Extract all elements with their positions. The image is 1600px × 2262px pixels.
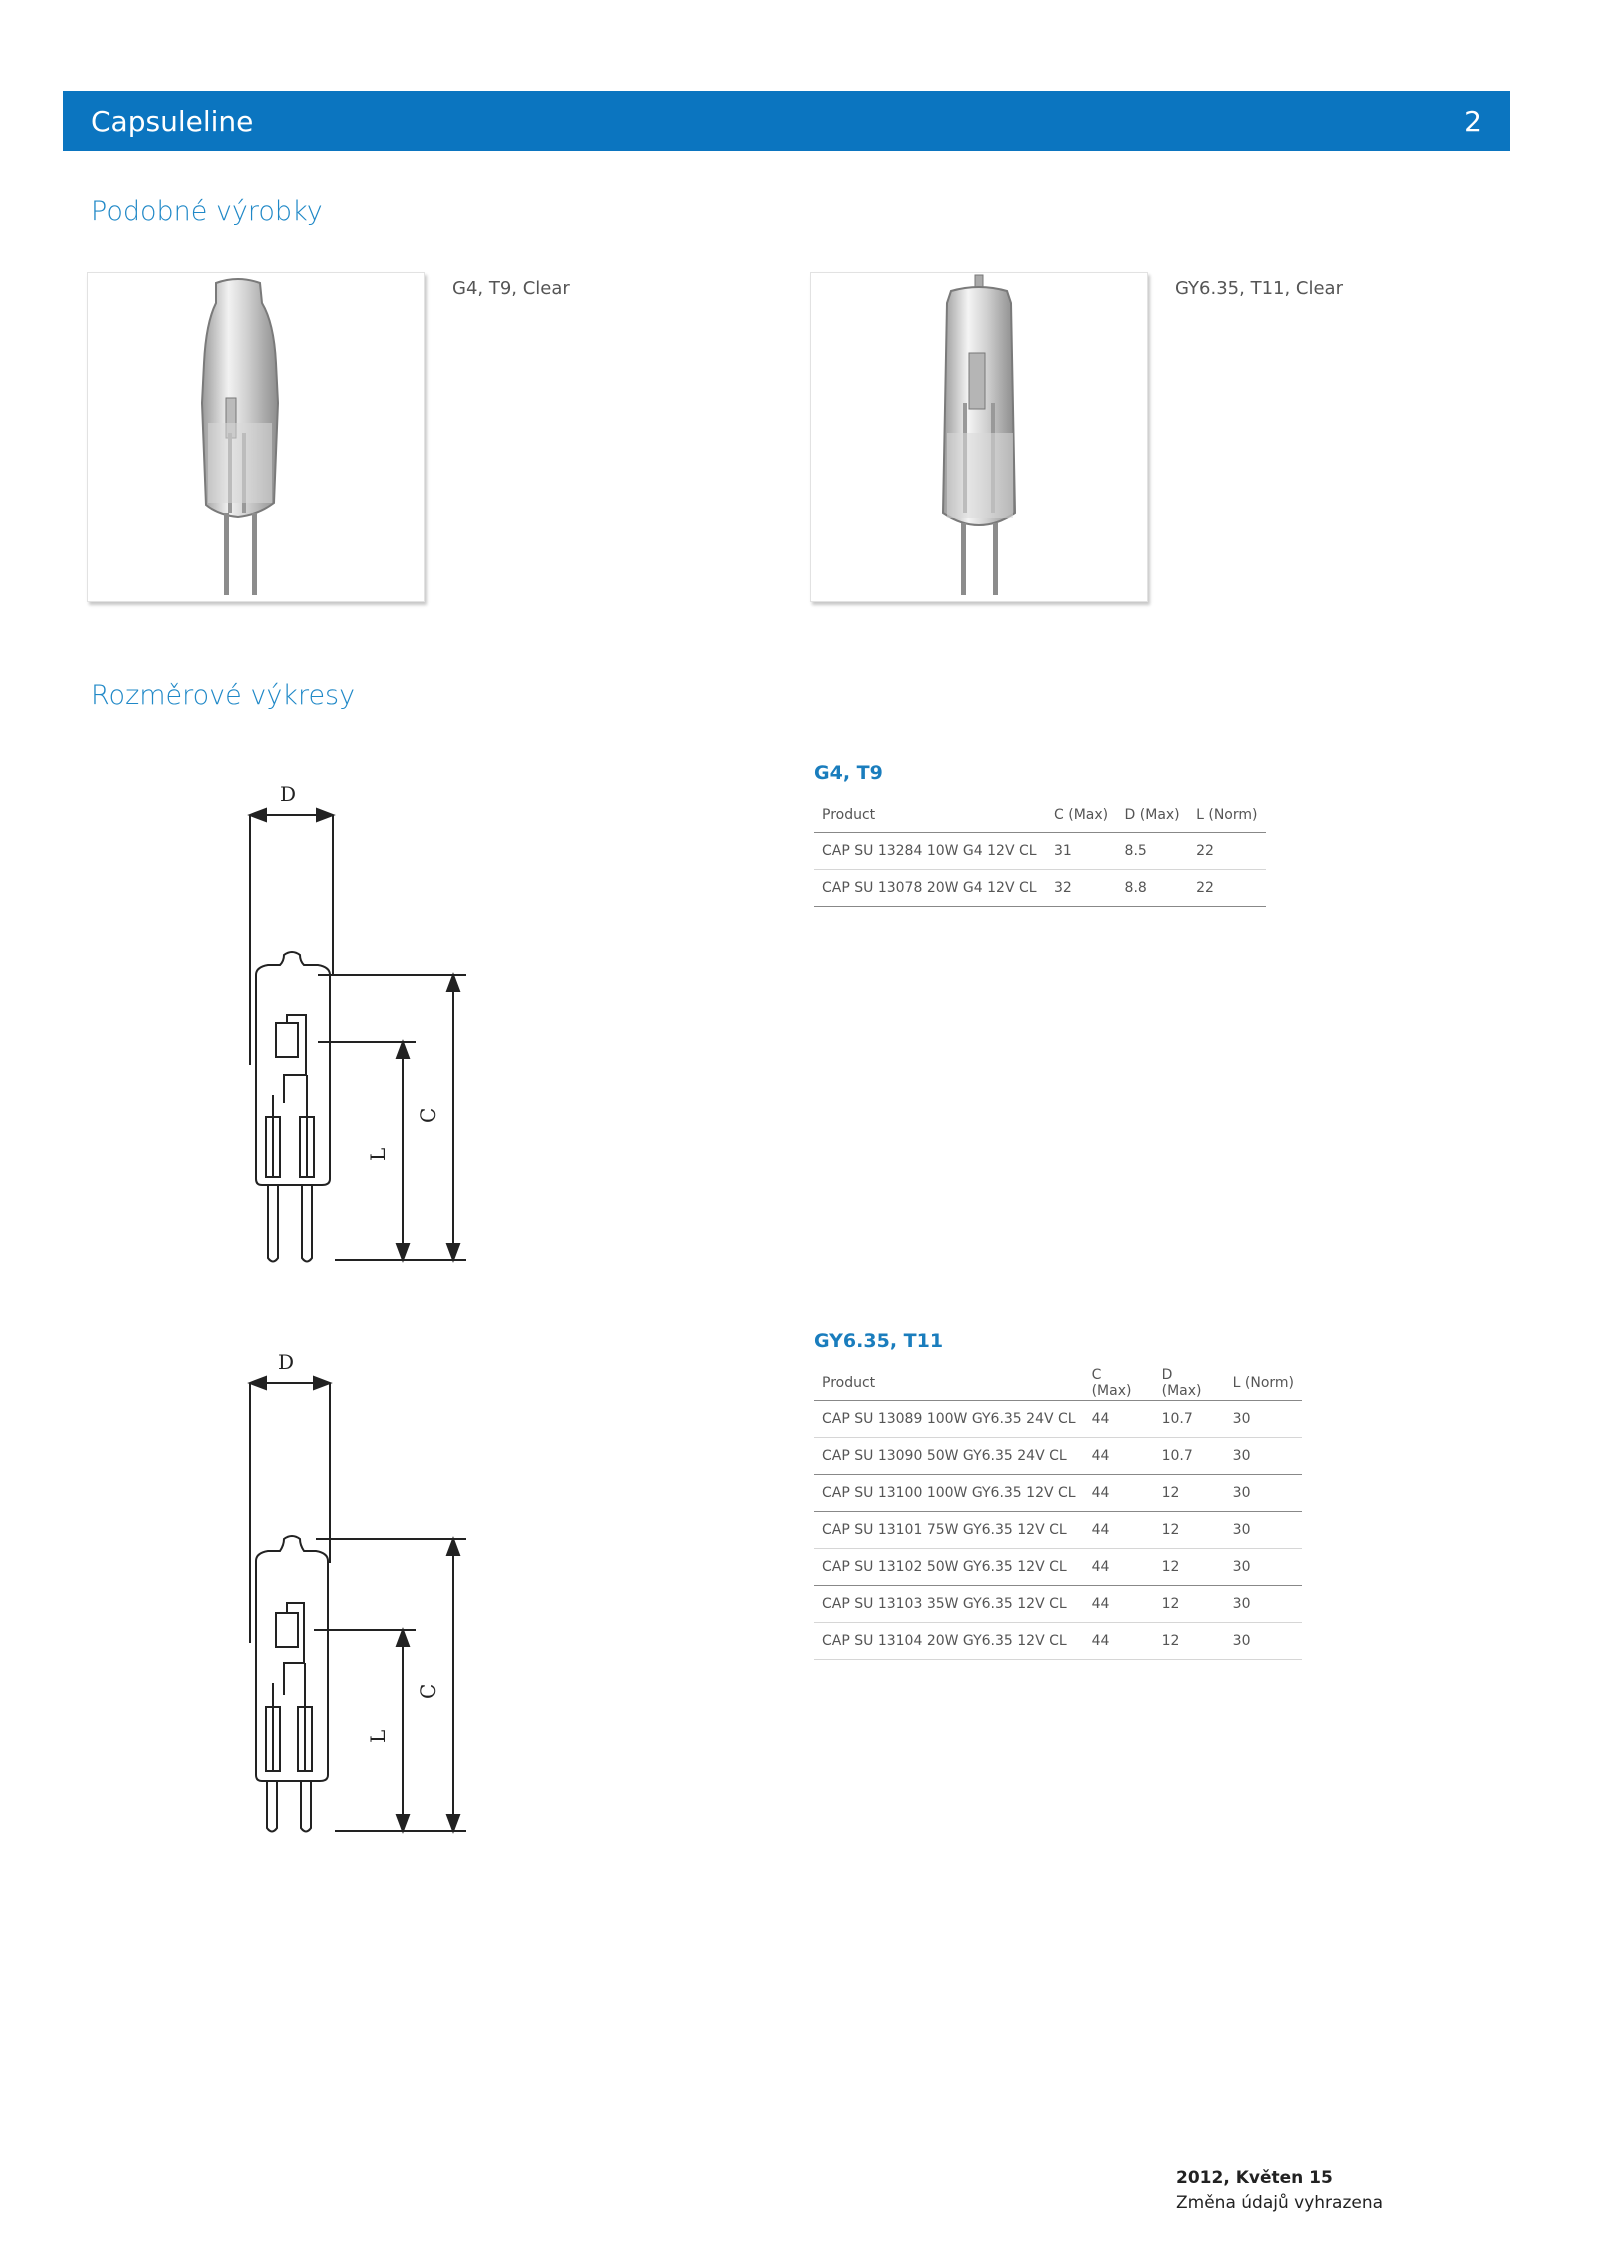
table-row: [814, 1623, 1302, 1660]
cell-c: 44: [1084, 1623, 1154, 1660]
col-product: Product: [814, 1366, 1084, 1401]
drawing-label-d: D: [280, 782, 297, 806]
cell-product: CAP SU 13100 100W GY6.35 12V CL: [814, 1475, 1084, 1512]
cell-c: 44: [1084, 1586, 1154, 1623]
cell-d: 8.8: [1117, 870, 1189, 907]
table-heading-g4: G4, T9: [814, 762, 883, 784]
product-caption-g4: G4, T9, Clear: [452, 278, 570, 299]
footer: [1176, 2166, 1383, 2216]
cell-product: CAP SU 13284 10W G4 12V CL: [814, 833, 1046, 870]
table-row: [814, 1512, 1302, 1549]
col-product: Product: [814, 798, 1046, 833]
table-row: [814, 870, 1266, 907]
col-d-max: D (Max): [1117, 798, 1189, 833]
col-c-max: C (Max): [1046, 798, 1117, 833]
table-row: [814, 1549, 1302, 1586]
spec-table: [814, 1366, 1302, 1660]
spec-table-gy635: [814, 1330, 1302, 1660]
cell-d: 8.5: [1117, 833, 1189, 870]
cell-c: 31: [1046, 833, 1117, 870]
cell-d: 10.7: [1154, 1438, 1225, 1475]
drawing-label-l: L: [366, 1729, 390, 1743]
cell-l: 30: [1225, 1586, 1302, 1623]
cell-product: CAP SU 13078 20W G4 12V CL: [814, 870, 1046, 907]
cell-product: CAP SU 13090 50W GY6.35 24V CL: [814, 1438, 1084, 1475]
cell-l: 22: [1188, 833, 1266, 870]
table-row: [814, 1586, 1302, 1623]
table-header-row: [814, 798, 1266, 833]
dimension-drawing-g4: [240, 775, 480, 1275]
cell-c: 44: [1084, 1401, 1154, 1438]
table-row: [814, 1401, 1302, 1438]
table-row: [814, 833, 1266, 870]
dimension-drawing-gy635: [240, 1343, 480, 1843]
cell-c: 44: [1084, 1512, 1154, 1549]
drawing-label-d: D: [278, 1350, 295, 1374]
product-image-gy635: [810, 272, 1148, 602]
drawing-label-c: C: [416, 1683, 440, 1699]
cell-c: 32: [1046, 870, 1117, 907]
cell-l: 30: [1225, 1512, 1302, 1549]
col-d-max: D (Max): [1154, 1366, 1225, 1401]
cell-d: 12: [1154, 1586, 1225, 1623]
cell-d: 12: [1154, 1512, 1225, 1549]
spec-table-g4: [814, 762, 1266, 907]
table-row: [814, 1475, 1302, 1512]
cell-product: CAP SU 13102 50W GY6.35 12V CL: [814, 1549, 1084, 1586]
header-bar: [63, 91, 1510, 151]
product-image-g4: [87, 272, 425, 602]
page-number: 2: [1464, 104, 1482, 138]
page-title: Capsuleline: [91, 104, 254, 138]
cell-product: CAP SU 13103 35W GY6.35 12V CL: [814, 1586, 1084, 1623]
col-l-norm: L (Norm): [1188, 798, 1266, 833]
dimension-drawings-heading: Rozměrové výkresy: [91, 680, 356, 711]
cell-d: 12: [1154, 1549, 1225, 1586]
table-row: [814, 1438, 1302, 1475]
cell-c: 44: [1084, 1438, 1154, 1475]
cell-l: 30: [1225, 1401, 1302, 1438]
capsule-lamp-g4-photo: [88, 273, 424, 601]
cell-d: 10.7: [1154, 1401, 1225, 1438]
table-heading-gy635: GY6.35, T11: [814, 1330, 944, 1352]
drawing-label-l: L: [366, 1147, 390, 1161]
cell-l: 30: [1225, 1475, 1302, 1512]
spec-table: [814, 798, 1266, 907]
cell-l: 30: [1225, 1549, 1302, 1586]
cell-d: 12: [1154, 1623, 1225, 1660]
cell-l: 30: [1225, 1623, 1302, 1660]
cell-d: 12: [1154, 1475, 1225, 1512]
capsule-lamp-gy635-photo: [811, 273, 1147, 601]
cell-product: CAP SU 13089 100W GY6.35 24V CL: [814, 1401, 1084, 1438]
similar-products-heading: Podobné výrobky: [91, 196, 323, 227]
cell-c: 44: [1084, 1475, 1154, 1512]
cell-product: CAP SU 13101 75W GY6.35 12V CL: [814, 1512, 1084, 1549]
footer-date: 2012, Květen 15: [1176, 2168, 1333, 2188]
cell-product: CAP SU 13104 20W GY6.35 12V CL: [814, 1623, 1084, 1660]
product-caption-gy635: GY6.35, T11, Clear: [1175, 278, 1343, 299]
col-c-max: C (Max): [1084, 1366, 1154, 1401]
footer-note: Změna údajů vyhrazena: [1176, 2193, 1384, 2213]
cell-l: 30: [1225, 1438, 1302, 1475]
cell-l: 22: [1188, 870, 1266, 907]
cell-c: 44: [1084, 1549, 1154, 1586]
table-header-row: [814, 1366, 1302, 1401]
col-l-norm: L (Norm): [1225, 1366, 1302, 1401]
drawing-label-c: C: [416, 1107, 440, 1123]
